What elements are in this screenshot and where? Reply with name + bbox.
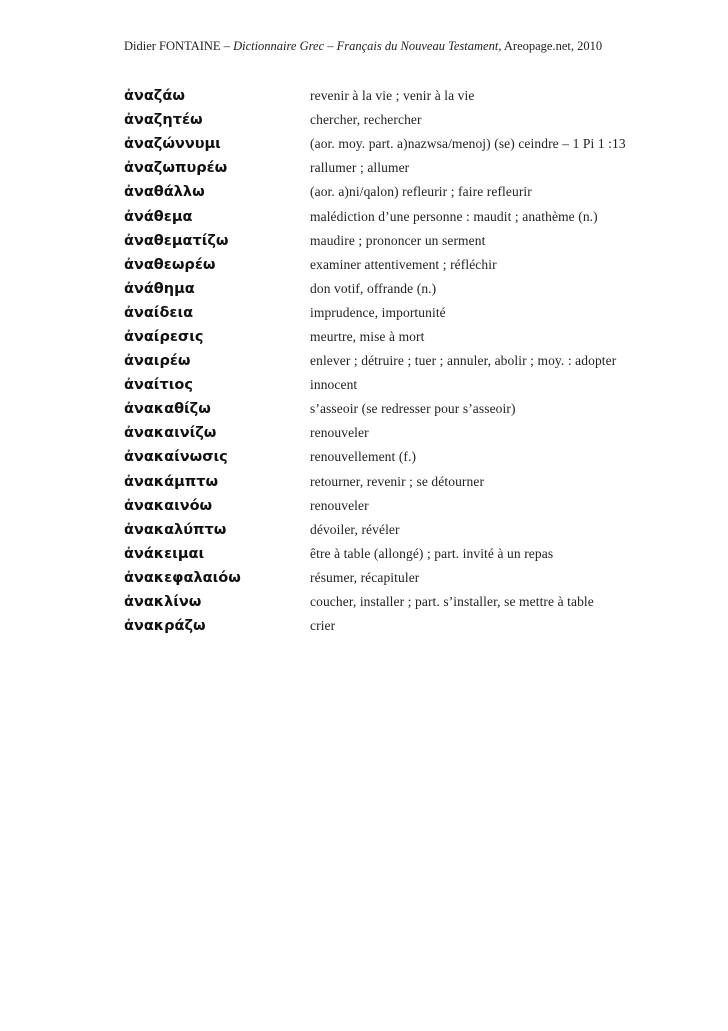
entry-definition: don votif, offrande (n.) <box>310 280 437 296</box>
entry-definition: retourner, revenir ; se détourner <box>310 473 485 489</box>
dictionary-entry <box>124 301 704 325</box>
dictionary-entry <box>124 277 704 301</box>
entry-definition: renouveler <box>310 425 369 441</box>
header-title: Dictionnaire Grec – Français du Nouveau Testament <box>233 39 499 53</box>
entry-definition: maudire ; prononcer un serment <box>310 232 486 248</box>
entry-greek-headword: ἀνάκειμαι <box>124 545 205 562</box>
entry-greek-headword: ἀναίδεια <box>124 304 194 321</box>
entry-greek-headword: ἀναίτιος <box>124 377 193 394</box>
entry-greek-headword: ἀναζωπυρέω <box>124 160 228 177</box>
entry-definition: chercher, rechercher <box>310 112 422 128</box>
entry-definition: malédiction d’une personne : maudit ; anathème (n.) <box>310 208 598 224</box>
dictionary-entry <box>124 229 704 253</box>
dictionary-entry <box>124 518 704 542</box>
entry-definition: rallumer ; allumer <box>310 160 410 176</box>
dictionary-entry <box>124 132 704 156</box>
entry-greek-headword: ἀναζητέω <box>124 112 203 129</box>
dictionary-entry <box>124 156 704 180</box>
entry-greek-headword: ἀνακαλύπτω <box>124 521 227 538</box>
entry-definition: s’asseoir (se redresser pour s’asseoir) <box>310 401 516 417</box>
header-dash: – <box>220 39 234 53</box>
dictionary-entry <box>124 180 704 204</box>
entry-greek-headword: ἀναθεματίζω <box>124 232 229 249</box>
dictionary-entry <box>124 253 704 277</box>
page-header <box>124 38 684 54</box>
entry-greek-headword: ἀνακάμπτω <box>124 473 219 490</box>
entry-greek-headword: ἀνακεφαλαιόω <box>124 569 241 586</box>
dictionary-entry <box>124 590 704 614</box>
entry-definition: examiner attentivement ; réfléchir <box>310 256 497 272</box>
entry-definition: résumer, récapituler <box>310 569 420 585</box>
dictionary-entry <box>124 325 704 349</box>
dictionary-entry <box>124 397 704 421</box>
entry-greek-headword: ἀνακαινόω <box>124 497 213 514</box>
dictionary-entry <box>124 349 704 373</box>
entry-definition: être à table (allongé) ; part. invité à un repas <box>310 545 554 561</box>
dictionary-entry <box>124 566 704 590</box>
header-suffix: , Areopage.net, 2010 <box>498 39 603 53</box>
entry-definition: meurtre, mise à mort <box>310 328 425 344</box>
entry-greek-headword: ἀνάθεμα <box>124 208 193 225</box>
dictionary-entry <box>124 373 704 397</box>
entry-greek-headword: ἀναθάλλω <box>124 184 205 201</box>
entry-greek-headword: ἀναζώννυμι <box>124 136 221 153</box>
entry-definition: renouvellement (f.) <box>310 449 417 465</box>
dictionary-entry <box>124 614 704 638</box>
entry-greek-headword: ἀναθεωρέω <box>124 256 216 273</box>
entry-definition: enlever ; détruire ; tuer ; annuler, abolir ; moy. : adopter <box>310 353 617 369</box>
entry-greek-headword: ἀνακαθίζω <box>124 401 211 418</box>
entry-definition: (aor. moy. part. a)nazwsa/menoj) (se) ceindre – 1 Pi 1 :13 <box>310 136 626 152</box>
entry-definition: dévoiler, révéler <box>310 521 400 537</box>
dictionary-entry <box>124 204 704 228</box>
dictionary-entry <box>124 421 704 445</box>
dictionary-entry-list <box>124 84 704 638</box>
entry-greek-headword: ἀναιρέω <box>124 353 191 370</box>
entry-definition: renouveler <box>310 497 369 513</box>
entry-greek-headword: ἀνακαίνωσις <box>124 449 228 466</box>
entry-greek-headword: ἀναίρεσις <box>124 328 204 345</box>
entry-greek-headword: ἀνακράζω <box>124 618 206 635</box>
dictionary-entry <box>124 494 704 518</box>
entry-definition: (aor. a)ni/qalon) refleurir ; faire refleurir <box>310 184 532 200</box>
entry-greek-headword: ἀναζάω <box>124 88 185 105</box>
entry-greek-headword: ἀνακαινίζω <box>124 425 217 442</box>
header-author: Didier FONTAINE <box>124 39 221 53</box>
dictionary-entry <box>124 470 704 494</box>
dictionary-entry <box>124 445 704 469</box>
entry-definition: imprudence, importunité <box>310 304 446 320</box>
dictionary-entry <box>124 108 704 132</box>
entry-greek-headword: ἀνακλίνω <box>124 594 202 611</box>
entry-definition: innocent <box>310 377 358 393</box>
entry-definition: coucher, installer ; part. s’installer, se mettre à table <box>310 594 594 610</box>
entry-definition: revenir à la vie ; venir à la vie <box>310 88 475 104</box>
entry-greek-headword: ἀνάθημα <box>124 280 195 297</box>
dictionary-entry <box>124 542 704 566</box>
dictionary-entry <box>124 84 704 108</box>
entry-definition: crier <box>310 618 336 634</box>
